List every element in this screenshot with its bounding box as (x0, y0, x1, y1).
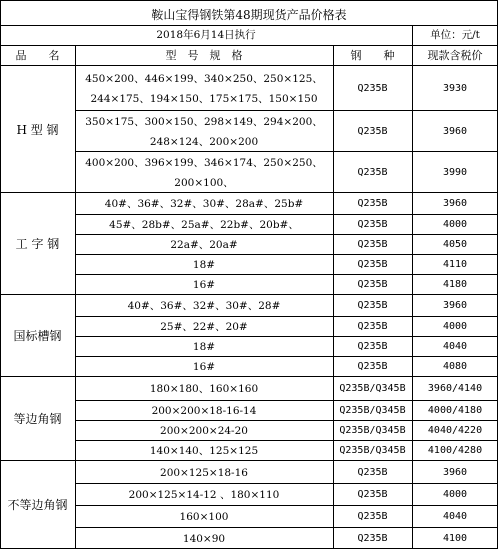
spec-line: 22a#、20a# (170, 239, 238, 251)
grade-cell: Q235B/Q345B (339, 425, 406, 436)
grade-cell: Q235B (357, 166, 388, 178)
spec-cell (75, 441, 333, 461)
grade-cell: Q235B (357, 341, 388, 352)
grade-cell: Q235B/Q345B (339, 445, 406, 456)
grade-cell: Q235B (357, 239, 388, 250)
grade-cell: Q235B (357, 279, 388, 290)
grade-cell: Q235B (357, 125, 388, 137)
spec-cell (75, 461, 333, 484)
spec-cell (75, 357, 333, 377)
grade-cell: Q235B (357, 219, 388, 230)
category-cell: 工 字 钢 (15, 237, 60, 251)
row-line (75, 483, 498, 484)
spec-line: 40#、36#、32#、30#、28# (127, 300, 281, 312)
price-cell: 4040 (442, 341, 468, 352)
header-name: 品 名 (15, 48, 60, 62)
price-cell: 4100 (442, 532, 468, 544)
spec-line: 350×175、300×150、298×149、294×200、 (85, 115, 323, 128)
spec-cell (75, 337, 333, 357)
spec-line: 16# (192, 279, 216, 291)
grade-cell: Q235B (357, 82, 388, 94)
price-cell: 4040/4220 (427, 425, 483, 436)
spec-line: 200×200×24-20 (160, 425, 248, 437)
price-cell: 4110 (442, 259, 468, 270)
grade-cell: Q235B (357, 321, 388, 332)
col-line-price (412, 25, 413, 549)
category-cell: 国标槽钢 (13, 329, 62, 343)
spec-line: 200×200×18-16-14 (151, 405, 257, 417)
price-cell: 4000 (442, 489, 468, 500)
spec-line: 25#、22#、20# (160, 321, 248, 333)
rule-title (0, 25, 498, 26)
price-cell: 3960/4140 (427, 383, 483, 394)
row-line (75, 400, 498, 401)
price-cell: 4180 (442, 279, 468, 290)
price-cell: 4000 (442, 219, 468, 230)
spec-line: 18# (192, 259, 216, 271)
table-title: 鞍山宝得钢铁第48期现货产品价格表 (151, 8, 347, 22)
spec-line: 450×200、446×199、340×250、250×125、 (85, 72, 323, 85)
price-cell: 4040 (442, 511, 468, 522)
grade-cell: Q235B (357, 300, 388, 311)
row-line-group (0, 192, 498, 193)
row-line (75, 420, 498, 421)
spec-line: 140×140、125×125 (149, 445, 259, 457)
price-cell: 3960 (442, 125, 468, 137)
border-top (0, 0, 498, 1)
spec-line: 244×175、194×150、175×175、150×150 (90, 92, 318, 105)
row-line (75, 527, 498, 528)
spec-cell (75, 193, 333, 215)
grade-cell: Q235B (357, 198, 388, 209)
price-cell: 3930 (442, 82, 468, 94)
spec-cell (75, 421, 333, 441)
spec-line: 200×100、 (174, 176, 234, 189)
spec-cell (75, 275, 333, 295)
row-line (75, 110, 498, 111)
spec-cell (75, 152, 333, 193)
row-line (75, 505, 498, 506)
row-line-group (0, 548, 498, 549)
spec-line: 45#、28b#、25a#、22b#、20b#、 (109, 219, 299, 231)
category-cell: H 型 钢 (16, 122, 59, 137)
spec-cell (75, 111, 333, 152)
grade-cell: Q235B (357, 361, 388, 372)
spec-line: 18# (192, 341, 216, 353)
grade-cell: Q235B (357, 259, 388, 270)
price-cell: 4000 (442, 321, 468, 332)
header-grade: 钢 种 (350, 48, 395, 62)
header-price: 现款含税价 (427, 48, 483, 62)
spec-cell (75, 528, 333, 549)
grade-cell: Q235B/Q345B (339, 405, 406, 416)
spec-line: 180×180、160×160 (149, 383, 259, 395)
row-line (75, 254, 498, 255)
unit-label: 单位：元/t (430, 29, 480, 41)
spec-cell (75, 215, 333, 235)
spec-cell (75, 295, 333, 317)
row-line-group (0, 294, 498, 295)
spec-line: 40#、36#、32#、30#、28a#、25b# (104, 198, 304, 210)
row-line (75, 151, 498, 152)
row-line (75, 274, 498, 275)
spec-line: 200×125×18-16 (160, 466, 248, 479)
price-cell: 4050 (442, 239, 468, 250)
border-left (0, 0, 1, 549)
row-line (75, 356, 498, 357)
grade-cell: Q235B (357, 511, 388, 522)
row-line (75, 214, 498, 215)
spec-cell (75, 255, 333, 275)
price-cell: 4100/4280 (427, 445, 483, 456)
grade-cell: Q235B (357, 489, 388, 500)
category-cell: 等边角钢 (13, 412, 62, 426)
row-line-group (0, 460, 498, 461)
grade-cell: Q235B (357, 466, 388, 478)
grade-cell: Q235B (357, 532, 388, 544)
spec-line: 200×125×14-12 、180×110 (128, 489, 280, 501)
row-line-group (0, 376, 498, 377)
spec-cell (75, 401, 333, 421)
grade-cell: Q235B/Q345B (339, 383, 406, 394)
spec-cell (75, 484, 333, 506)
spec-line: 248×124、200×200 (149, 135, 259, 148)
spec-line: 400×200、396×199、346×174、250×250、 (85, 156, 323, 169)
row-line (75, 316, 498, 317)
category-cell: 不等边角钢 (7, 498, 68, 512)
spec-line: 16# (192, 361, 216, 373)
spec-cell (75, 377, 333, 401)
price-cell: 3960 (442, 198, 468, 209)
spec-line: 140×90 (182, 532, 226, 545)
price-cell: 4000/4180 (427, 405, 483, 416)
header-spec: 型 号 规 格 (165, 48, 243, 62)
spec-cell (75, 317, 333, 337)
effective-date: 2018年6月14日执行 (156, 29, 256, 41)
spec-line: 160×100 (179, 511, 229, 523)
col-line-spec (75, 45, 76, 549)
spec-cell (75, 66, 333, 111)
price-cell: 3960 (442, 300, 468, 311)
row-line (75, 440, 498, 441)
spec-cell (75, 235, 333, 255)
price-cell: 4080 (442, 361, 468, 372)
price-cell: 3990 (442, 166, 468, 178)
row-line (75, 336, 498, 337)
spec-cell (75, 506, 333, 528)
price-cell: 3960 (442, 466, 468, 478)
col-line-grade (333, 45, 334, 549)
row-line (75, 234, 498, 235)
